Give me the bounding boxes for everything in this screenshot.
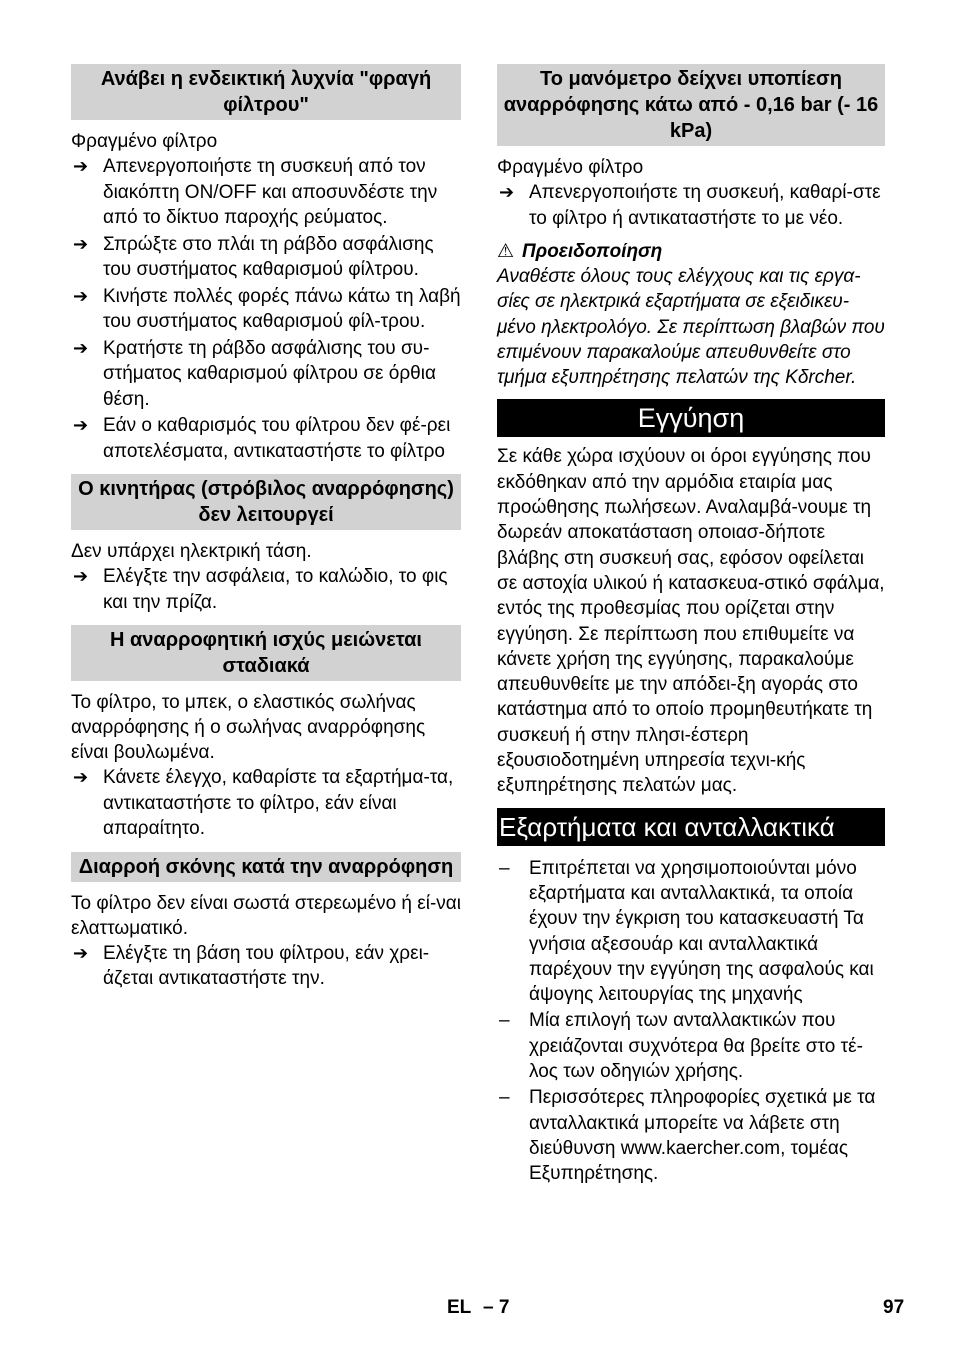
arrow-icon: ➔ [73,337,89,358]
arrow-icon: ➔ [499,182,515,202]
footer-section-number: – 7 [483,1297,510,1318]
arrow-icon: ➔ [73,566,89,586]
arrow-icon: ➔ [73,156,89,176]
section-heading: Ο κινητήρας (στρόβιλος αναρρόφησης) δεν λειτουργεί [71,474,461,530]
cause-text: Το φίλτρο δεν είναι σωστά στερεωμένο ή εί-ναι ελαττωματικό. [71,892,462,939]
section-heading: Διαρροή σκόνης κατά την αναρρόφηση [71,852,461,882]
arrow-icon: ➔ [73,233,89,254]
list-item: ➔ Σπρώξτε στο πλάι τη ράβδο ασφάλισης του συστήματος καθαρισμού φίλτρου. [73,233,434,280]
cause-text: Φραγμένο φίλτρο [71,131,218,152]
list-item: ➔ Απενεργοποιήστε τη συσκευή, καθαρί-στε το φίλτρο ή αντικαταστήστε το με νέο. [499,182,881,229]
list-item: – Επιτρέπεται να χρησιμοποιούνται μόνο εξαρτήματα και ανταλλακτικά, τα οποία έχουν την έγκριση του κατασκευαστή Τα γνήσια αξεσουάρ και ανταλλακτικά παρέχουν την εγγύηση της ασφαλούς και άψογης λειτουργίας της μηχανής [499,857,874,1006]
dash-icon: – [499,1010,510,1032]
footer-language: EL [447,1297,472,1318]
cause-text: Δεν υπάρχει ηλεκτρική τάση. [71,541,312,562]
action-list [71,564,461,615]
dash-icon: – [499,1087,510,1109]
left-column [71,64,461,993]
warning-icon: ⚠ [497,241,515,262]
action-list [71,941,461,992]
cause-text: Φραγμένο φίλτρο [497,157,644,178]
warranty-text: Σε κάθε χώρα ισχύουν οι όροι εγγύησης που εκδόθηκαν από την αρμόδια εταιρία μας προώθησης πωλήσεων. Αναλαμβά-νουμε τη δωρεάν αποκατάσταση οποιασ-δήποτε βλάβης στη συσκευή σας, εφόσον οφείλεται σε αστοχία υλικού ή κατασκευα-στικό σφάλμα, εντός της προθεσμίας που ορίζεται στην εγγύηση. Σε περίπτωση που επιθυμείτε να κάνετε χρήση της εγγύησης, παρακαλούμε απευθυνθείτε με την απόδει-ξη αγοράς στο κατάστημα από το οποίο προμηθευτήκατε τη συσκευή ή στην πλησι-έστερη εξουσιοδοτημένη υπηρεσία τεχνι-κής εξυπηρέτησης πελατών μας. [497,446,885,797]
list-item: ➔ Ελέγξτε την ασφάλεια, το καλώδιο, το φις και την πρίζα. [73,566,448,613]
list-item: – Περισσότερες πληροφορίες σχετικά με τα ανταλλακτικά μπορείτε να λάβετε στη διεύθυνση www.kaercher.com, τομέας Εξυπηρέτησης. [499,1087,876,1185]
warning-heading: ⚠ Προειδοποίηση [497,241,663,262]
parts-list [497,856,885,1187]
parts-heading: Εξαρτήματα και ανταλλακτικά [497,808,885,846]
page-number: 97 [883,1297,905,1318]
arrow-icon: ➔ [73,767,89,787]
list-item: ➔ Κινήστε πολλές φορές πάνω κάτω τη λαβή του συστήματος καθαρισμού φίλ-τρου. [73,285,461,332]
list-item: ➔ Εάν ο καθαρισμός του φίλτρου δεν φέ-ρει αποτελέσματα, αντικαταστήστε το φίλτρο [73,415,451,462]
cause-text: Το φίλτρο, το μπεκ, ο ελαστικός σωλήνας αναρρόφησης ή ο σωλήνας αναρρόφησης είναι βουλωμένα. [71,692,426,763]
section-heading: Ανάβει η ενδεικτική λυχνία "φραγή φίλτρου" [71,64,461,120]
list-item: ➔ Ελέγξτε τη βάση του φίλτρου, εάν χρει-άζεται αντικαταστήστε την. [73,942,430,989]
warranty-heading: Εγγύηση [497,399,885,437]
action-list [71,765,461,842]
arrow-icon: ➔ [73,285,89,306]
action-list [71,154,461,464]
arrow-icon: ➔ [73,415,89,435]
warning-text: Αναθέστε όλους τους ελέγχους και τις εργα-σίες σε ηλεκτρικά εξαρτήματα σε εξειδικευ-μένο ηλεκτρολόγο. Σε περίπτωση βλαβών που επιμένουν παρακαλούμε απευθυνθείτε στο τμήμα εξυπηρέτησης πελατών της Kδrcher. [497,266,885,389]
section-heading: Το μανόμετρο δείχνει υποπίεση αναρρόφησης κάτω από - 0,16 bar (- 16 kPa) [497,64,885,146]
list-item: ➔ Απενεργοποιήστε τη συσκευή από τον διακόπτη ON/OFF και αποσυνδέστε την από το δίκτυο παροχής ρεύματος. [73,156,438,228]
dash-icon: – [499,857,510,879]
list-item: – Μία επιλογή των ανταλλακτικών που χρειάζονται συχνότερα θα βρείτε στο τέ-λος των οδηγιών χρήσης. [499,1010,863,1083]
section-heading: Η αναρροφητική ισχύς μειώνεται σταδιακά [71,625,461,681]
list-item: ➔ Κάνετε έλεγχο, καθαρίστε τα εξαρτήμα-τα, αντικαταστήστε το φίλτρο, εάν είναι απαραίτητο. [73,767,454,839]
list-item: ➔ Κρατήστε τη ράβδο ασφάλισης του συ-στήματος καθαρισμού φίλτρου σε όρθια θέση. [73,337,436,410]
right-column [497,64,885,1188]
arrow-icon: ➔ [73,942,89,963]
action-list [497,180,885,231]
